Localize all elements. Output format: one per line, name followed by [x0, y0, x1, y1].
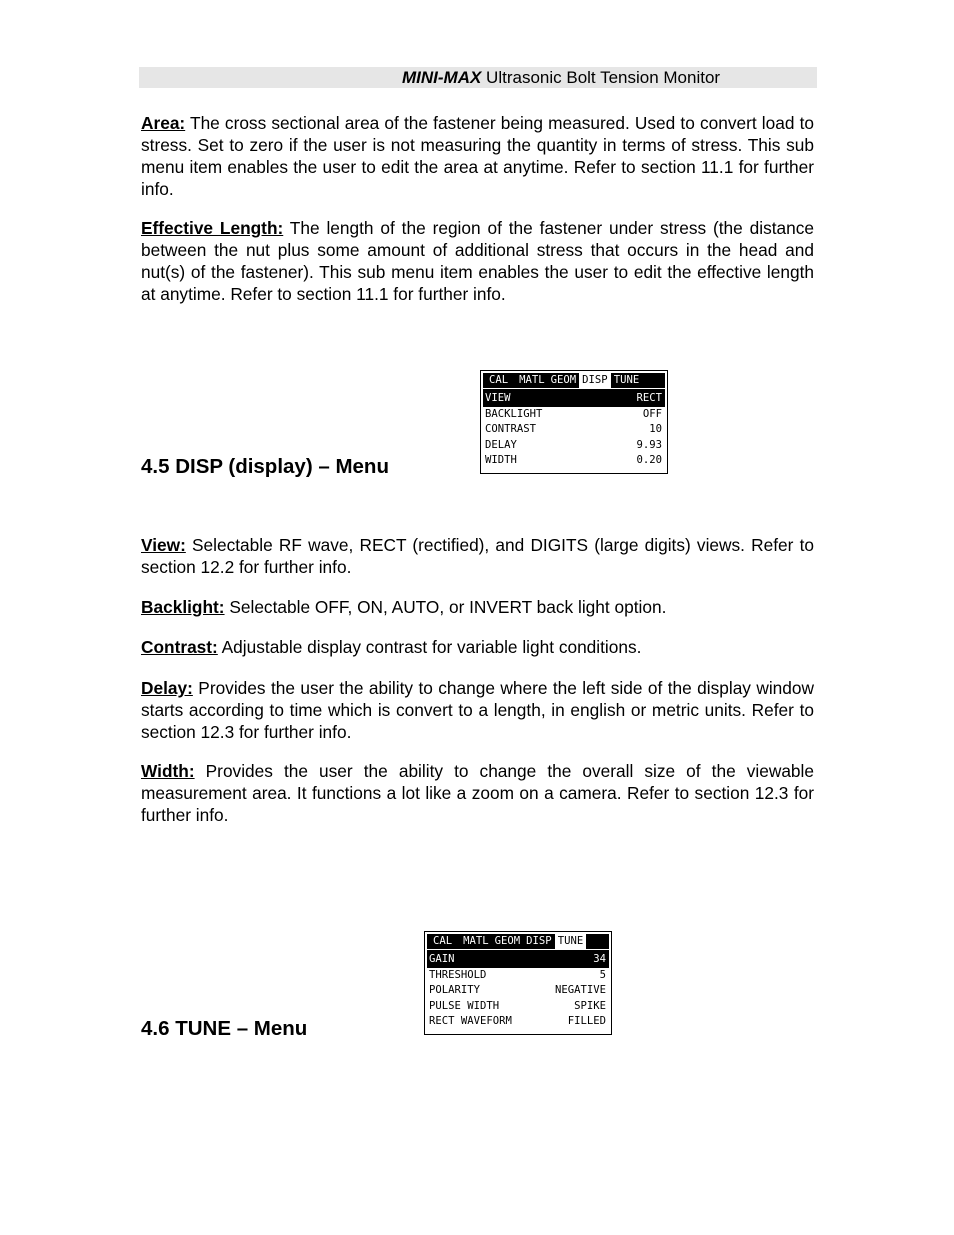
tab-tune: TUNE — [613, 374, 640, 386]
disp-section-heading: 4.5 DISP (display) – Menu — [141, 455, 389, 478]
tab-matl: MATL — [463, 935, 489, 947]
tune-menu-rows — [427, 950, 609, 1030]
header-brand: MINI-MAX — [402, 68, 482, 87]
row-label: WIDTH — [485, 454, 517, 466]
row-label: PULSE WIDTH — [429, 999, 500, 1012]
contrast-paragraph — [141, 636, 814, 658]
effective-length-paragraph — [141, 217, 814, 305]
effective-length-text: The length of the region of the fastener under stress (the distance between the nut plus some amount of additional stress that occurs in the head and nut(s) of the fastener). This sub menu item enables the user to edit the effective length at anytime. Refer to section 11.1 for further info. — [141, 218, 814, 304]
tab-geom: GEOM — [550, 374, 577, 386]
page-header — [139, 67, 817, 88]
area-paragraph — [141, 112, 814, 200]
view-text: Selectable RF wave, RECT (rectified), and DIGITS (large digits) views. Refer to section 12.2 for further info. — [141, 535, 814, 577]
row-value: NEGATIVE — [554, 984, 606, 996]
tab-disp: DISP — [579, 373, 611, 388]
row-label: THRESHOLD — [429, 968, 487, 981]
tune-menu-screen — [424, 931, 612, 1035]
row-value: OFF — [642, 407, 662, 420]
row-value: 0.20 — [636, 454, 662, 466]
header-title — [402, 67, 720, 88]
row-label: BACKLIGHT — [485, 407, 543, 420]
row-label: DELAY — [485, 438, 517, 451]
tab-tune: TUNE — [555, 934, 587, 949]
disp-row-width — [483, 453, 665, 469]
disp-row-view — [483, 391, 665, 407]
effective-length-term: Effective Length: — [141, 218, 284, 238]
row-value: SPIKE — [574, 999, 606, 1012]
row-label: RECT WAVEFORM — [429, 1015, 512, 1027]
width-text: Provides the user the ability to change the overall size of the viewable measurement area. It functions a lot like a zoom on a camera. Refer to section 12.3 for further info. — [141, 761, 814, 825]
tune-row-threshold — [427, 968, 609, 984]
disp-row-contrast — [483, 422, 665, 438]
row-value: 5 — [599, 968, 606, 981]
row-label: CONTRAST — [485, 423, 537, 435]
backlight-paragraph — [141, 596, 814, 618]
delay-text: Provides the user the ability to change where the left side of the display window starts according to time which is convert to a length, in english or metric units. Refer to section 12.3 for further info. — [141, 678, 814, 742]
area-term: Area: — [141, 113, 186, 133]
disp-menu-tabs — [483, 373, 665, 388]
tune-row-polarity — [427, 983, 609, 999]
tab-cal: CAL — [433, 935, 453, 947]
tab-geom: GEOM — [494, 935, 521, 947]
area-text: The cross sectional area of the fastener being measured. Used to convert load to stress. Set to zero if the user is not measuring the quantity in terms of stress. This sub menu item enables the user to edit the area at anytime. Refer to section 11.1 for further info. — [141, 113, 814, 199]
contrast-text: Adjustable display contrast for variable light conditions. — [217, 637, 642, 657]
row-label: VIEW — [485, 392, 511, 404]
row-label: GAIN — [429, 953, 455, 965]
header-title-text: Ultrasonic Bolt Tension Monitor — [481, 68, 721, 87]
disp-menu-rows — [483, 389, 665, 469]
view-term: View: — [141, 535, 186, 555]
backlight-text: Selectable OFF, ON, AUTO, or INVERT back light option. — [224, 597, 667, 617]
row-value: RECT — [636, 392, 662, 404]
contrast-term: Contrast: — [141, 637, 218, 657]
tab-matl: MATL — [519, 374, 545, 386]
tune-row-pulse-width — [427, 999, 609, 1015]
width-term: Width: — [141, 761, 195, 781]
delay-term: Delay: — [141, 678, 193, 698]
row-value: 34 — [593, 953, 606, 965]
row-value: 9.93 — [636, 438, 662, 451]
row-value: 10 — [649, 423, 662, 435]
tune-menu-tabs — [427, 934, 609, 949]
tune-row-rect-waveform — [427, 1014, 609, 1030]
tune-row-gain — [427, 952, 609, 968]
row-value: FILLED — [567, 1015, 606, 1027]
row-label: POLARITY — [429, 984, 481, 996]
tune-section-heading: 4.6 TUNE – Menu — [141, 1017, 308, 1040]
disp-row-backlight — [483, 407, 665, 423]
view-paragraph — [141, 534, 814, 578]
tab-disp: DISP — [526, 935, 552, 947]
width-paragraph — [141, 760, 814, 826]
disp-menu-screen — [480, 370, 668, 474]
tab-cal: CAL — [489, 374, 509, 386]
backlight-term: Backlight: — [141, 597, 225, 617]
delay-paragraph — [141, 677, 814, 743]
disp-row-delay — [483, 438, 665, 454]
